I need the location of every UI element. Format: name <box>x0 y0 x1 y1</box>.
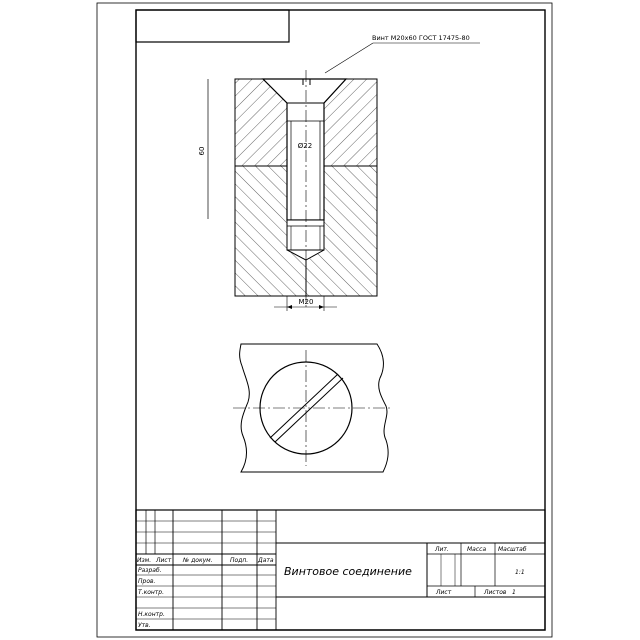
section-view <box>198 34 480 311</box>
row-tech-control: Т.контр. <box>138 589 165 596</box>
drawing-title: Винтовое соединение <box>284 565 412 578</box>
col-signature: Подп. <box>230 557 249 564</box>
sheet-label: Лист <box>436 589 452 596</box>
col-doc-no: № докум. <box>183 557 213 564</box>
title-block <box>136 510 545 630</box>
top-left-stamp-box <box>136 10 289 42</box>
callout-label: Винт M20x60 ГОСТ 17475-80 <box>372 34 470 42</box>
row-checked: Пров. <box>138 578 156 585</box>
col-sheet: Лист <box>156 557 172 564</box>
length-dimension <box>198 79 208 219</box>
sheets-label: Листов <box>484 589 507 596</box>
thread-dimension <box>274 296 337 311</box>
scale-label: Масштаб <box>498 546 527 553</box>
col-date: Дата <box>258 557 274 564</box>
sheets-value: 1 <box>512 589 516 596</box>
row-developed: Разраб. <box>138 567 162 574</box>
dim-length-text: 60 <box>198 146 206 156</box>
callout-leader <box>325 34 480 73</box>
dim-thread-text: M20 <box>298 298 314 306</box>
row-approved: Утв. <box>138 622 151 629</box>
row-norm-control: Н.контр. <box>138 611 165 618</box>
lit-label: Лит. <box>435 546 449 553</box>
dim-shank-diameter: Ø22 <box>297 142 313 150</box>
scale-value: 1:1 <box>515 569 525 576</box>
top-view <box>233 344 393 472</box>
mass-label: Масса <box>467 546 487 553</box>
col-change: Изм. <box>137 557 152 564</box>
